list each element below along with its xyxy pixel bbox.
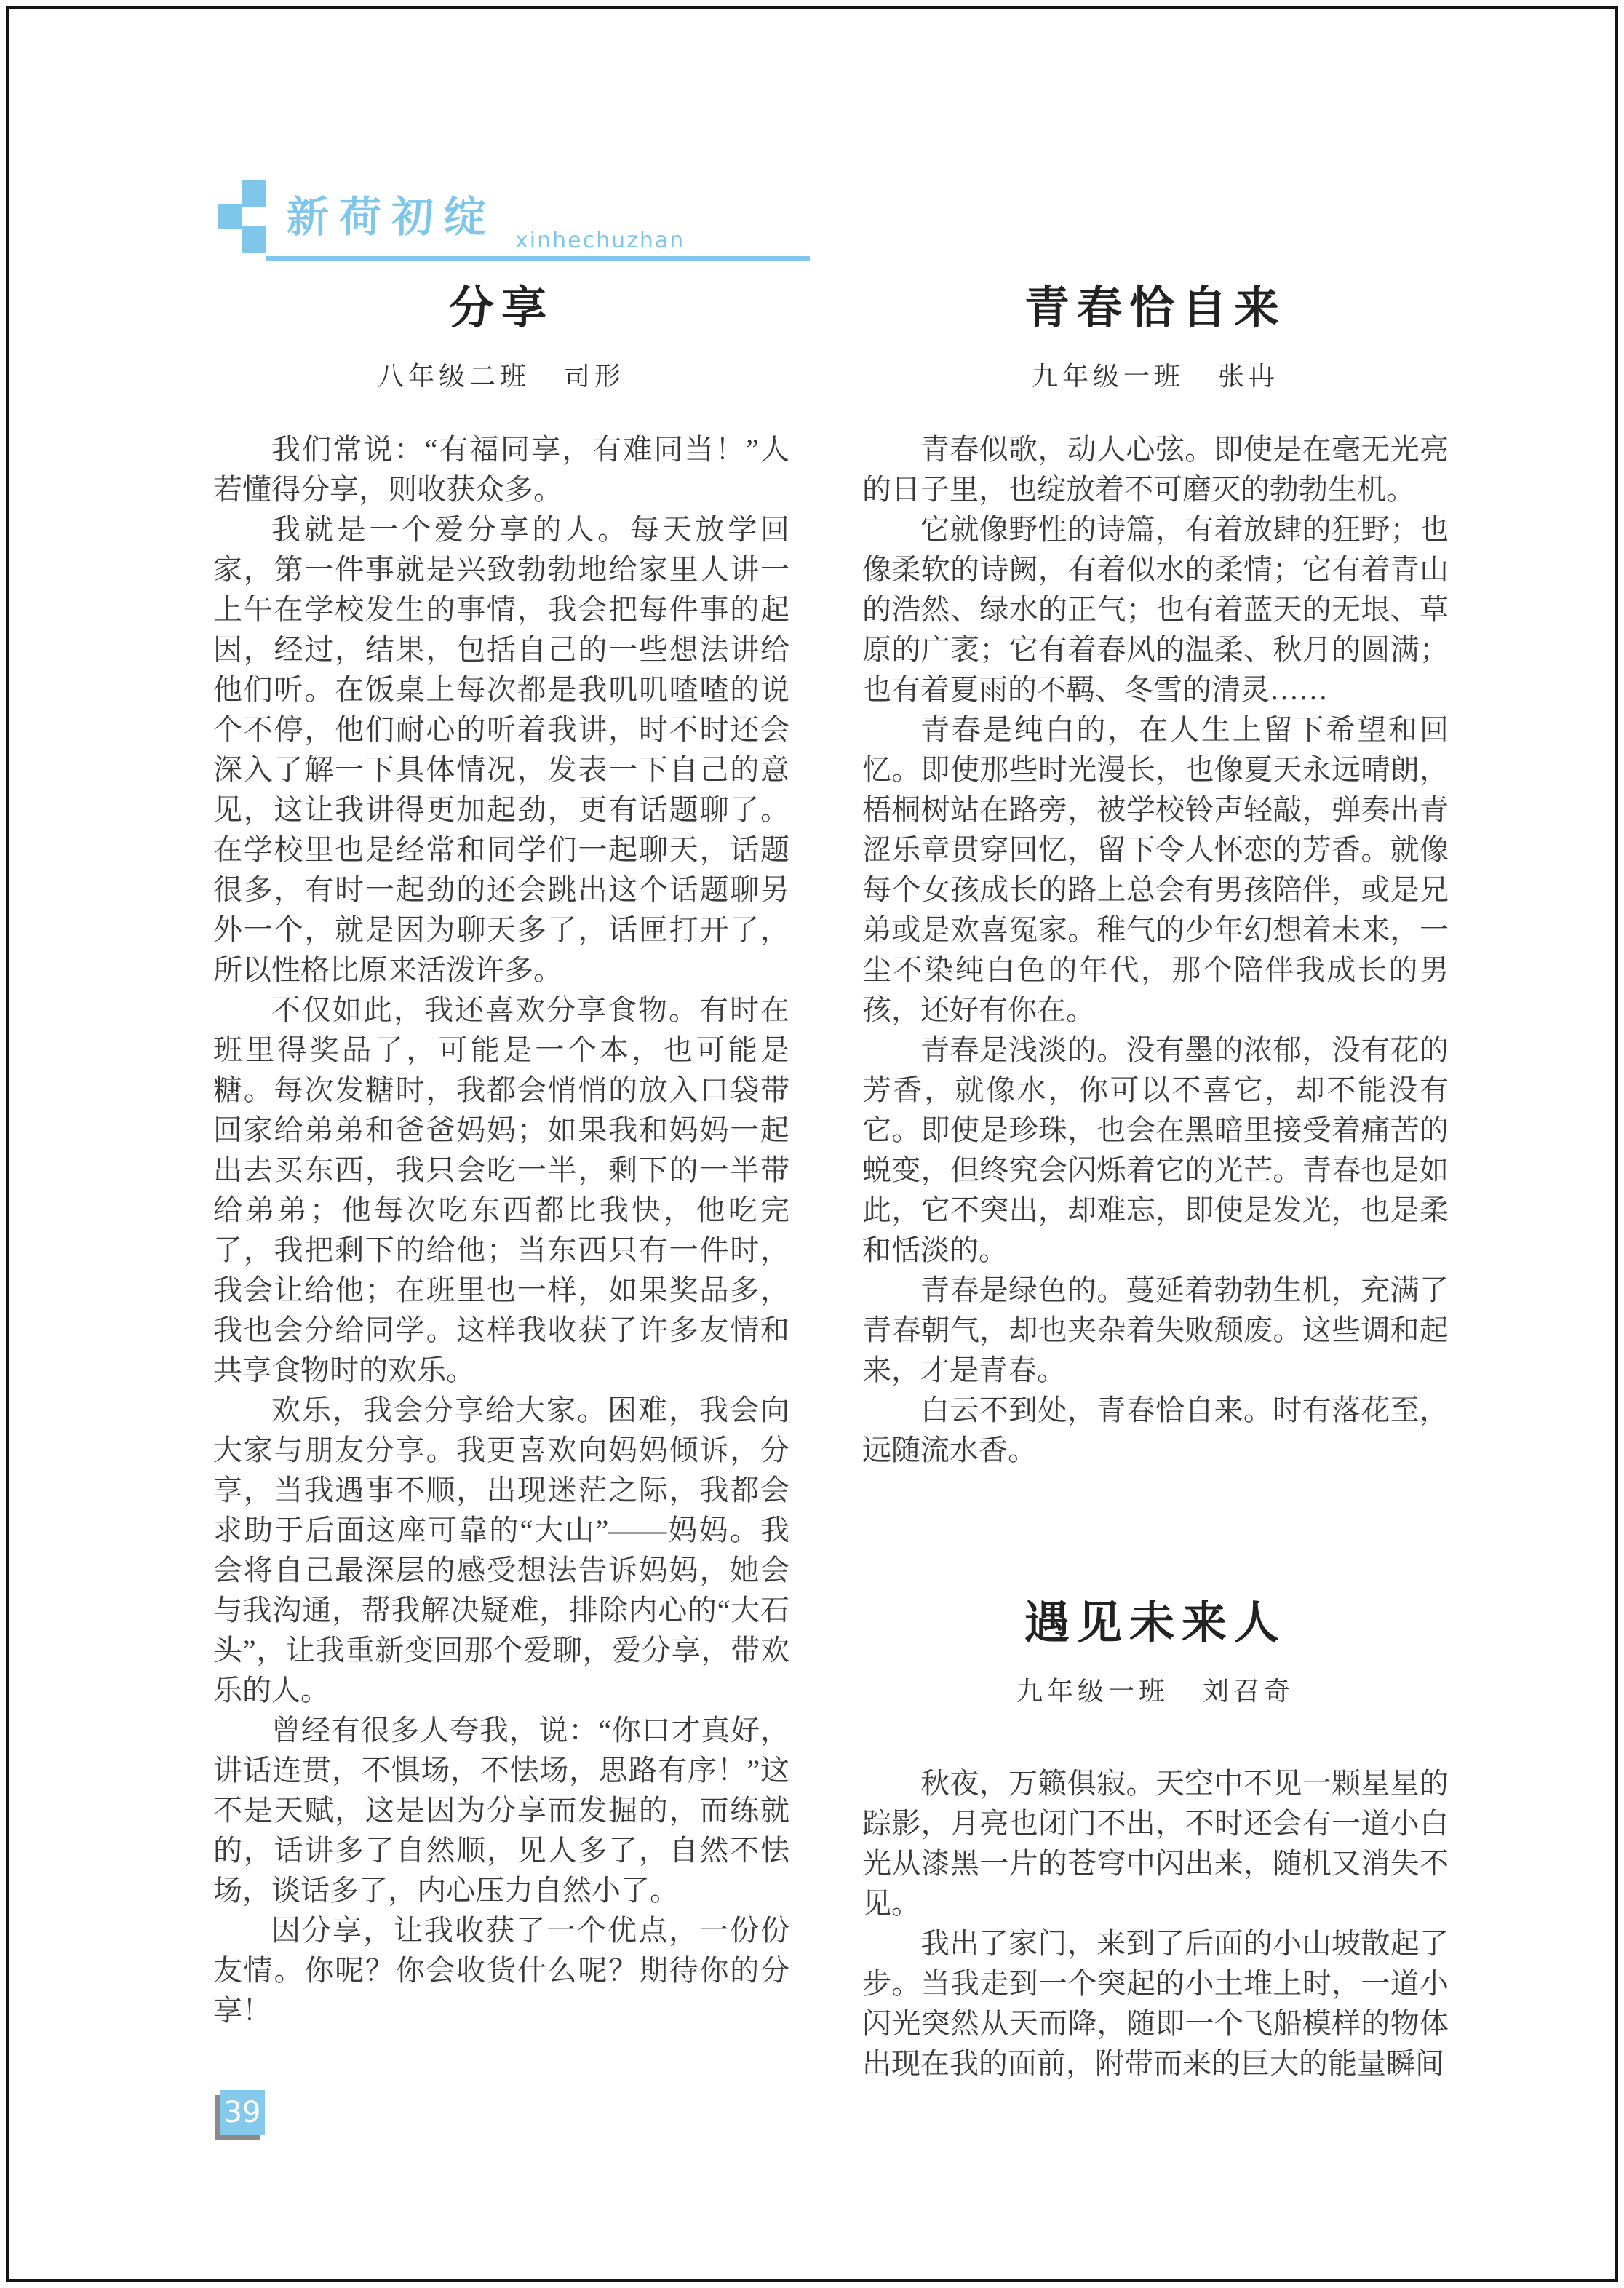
- paragraph: 它就像野性的诗篇，有着放肆的狂野；也像柔软的诗阙，有着似水的柔情；它有着青山的浩然、绿水的正气；也有着蓝天的无垠、草原的广袤；它有着春风的温柔、秋月的圆满；也有着夏雨的不羁、冬雪的清灵……: [862, 513, 1449, 706]
- logo-square: [242, 180, 266, 207]
- byline-grade: 九年级一班: [1031, 362, 1185, 391]
- paragraph: 青春是纯白的，在人生上留下希望和回忆。即使那些时光漫长，也像夏天永远晴朗，梧桐树站在路旁，被学校铃声轻敲，弹奏出青涩乐章贯穿回忆，留下令人怀恋的芳香。就像每个女孩成长的路上总会有男孩陪伴，或是兄弟或是欢喜冤家。稚气的少年幻想着未来，一尘不染纯白色的年代，那个陪伴我成长的男孩，还好有你在。: [862, 713, 1449, 1026]
- paragraph: 青春似歌，动人心弦。即使是在毫无光亮的日子里，也绽放着不可磨灭的勃勃生机。: [862, 433, 1449, 506]
- article-title: 遇见未来人: [1024, 1599, 1286, 1648]
- brand-pinyin: xinhechuzhan: [515, 228, 685, 253]
- brand-logo-icon: [218, 180, 268, 253]
- paragraph: 青春是浅淡的。没有墨的浓郁，没有花的芳香，就像水，你可以不喜它，却不能没有它。即使是珍珠，也会在黑暗里接受着痛苦的蜕变，但终究会闪烁着它的光芒。青春也是如此，它不突出，却难忘，即使是发光，也是柔和恬淡的。: [862, 1033, 1449, 1266]
- page-number-badge: 39: [220, 2090, 265, 2135]
- paragraph: 欢乐，我会分享给大家。困难，我会向大家与朋友分享。我更喜欢向妈妈倾诉，分享，当我遇事不顺，出现迷茫之际，我都会求助于后面这座可靠的“大山”——妈妈。我会将自己最深层的感受想法告诉妈妈，她会与我沟通，帮我解决疑难，排除内心的“大石头”，让我重新变回那个爱聊，爱分享，带欢乐的人。: [213, 1394, 789, 1707]
- article-title: 分享: [448, 284, 554, 333]
- paragraph: 我出了家门，来到了后面的小山坡散起了步。当我走到一个突起的小土堆上时，一道小闪光突然从天而降，随即一个飞船模样的物体出现在我的面前，附带而来的巨大的能量瞬间: [862, 1927, 1449, 2080]
- byline-author: 张冉: [1218, 362, 1280, 391]
- logo-square: [242, 226, 266, 253]
- paragraph: 我们常说：“有福同享，有难同当！”人若懂得分享，则收获众多。: [213, 433, 789, 506]
- byline-author: 司形: [564, 362, 626, 391]
- paragraph: 我就是一个爱分享的人。每天放学回家，第一件事就是兴致勃勃地给家里人讲一上午在学校发生的事情，我会把每件事的起因，经过，结果，包括自己的一些想法讲给他们听。在饭桌上每次都是我叽叽喳喳的说个不停，他们耐心的听着我讲，时不时还会深入了解一下具体情况，发表一下自己的意见，这让我讲得更加起劲，更有话题聊了。在学校里也是经常和同学们一起聊天，话题很多，有时一起劲的还会跳出这个话题聊另外一个，就是因为聊天多了，话匣打开了，所以性格比原来活泼许多。: [213, 513, 789, 986]
- byline-grade: 九年级一班: [1016, 1677, 1169, 1706]
- paragraph: 不仅如此，我还喜欢分享食物。有时在班里得奖品了，可能是一个本，也可能是糖。每次发糖时，我都会悄悄的放入口袋带回家给弟弟和爸爸妈妈；如果我和妈妈一起出去买东西，我只会吃一半，剩下的一半带给弟弟；他每次吃东西都比我快，他吃完了，我把剩下的给他；当东西只有一件时，我会让给他；在班里也一样，如果奖品多，我也会分给同学。这样我收获了许多友情和共享食物时的欢乐。: [213, 993, 789, 1386]
- article-body: [213, 429, 789, 2030]
- byline-author: 刘召奇: [1203, 1677, 1295, 1706]
- article-byline: [213, 360, 789, 393]
- paragraph: 青春是绿色的。蔓延着勃勃生机，充满了青春朝气，却也夹杂着失败颓废。这些调和起来，才是青春。: [862, 1274, 1449, 1386]
- paragraph: 秋夜，万籁俱寂。天空中不见一颗星星的踪影，月亮也闭门不出，不时还会有一道小白光从漆黑一片的苍穹中闪出来，随机又消失不见。: [862, 1767, 1449, 1920]
- article-body: [862, 429, 1449, 1470]
- page-header: [218, 178, 685, 256]
- paragraph: 白云不到处，青春恰自来。时有落花至，远随流水香。: [862, 1394, 1449, 1466]
- article-byline: [862, 1675, 1449, 1708]
- article-fenxiang: [213, 282, 789, 2030]
- paragraph: 因分享，让我收获了一个优点，一份份友情。你呢？你会收货什么呢？期待你的分享！: [213, 1914, 789, 2027]
- header-rule: [266, 256, 810, 261]
- byline-grade: 八年级二班: [377, 362, 530, 391]
- article-title: 青春恰自来: [1024, 284, 1286, 333]
- article-qingchun: [862, 282, 1449, 1470]
- logo-square: [218, 204, 242, 229]
- article-body: [862, 1763, 1449, 2084]
- brand-title: 新荷初绽: [287, 192, 497, 242]
- article-yujian: [862, 1597, 1449, 2084]
- paragraph: 曾经有很多人夸我，说：“你口才真好，讲话连贯，不惧场，不怯场，思路有序！”这不是天赋，这是因为分享而发掘的，而练就的，话讲多了自然顺，见人多了，自然不怯场，谈话多了，内心压力自然小了。: [213, 1714, 789, 1907]
- article-byline: [862, 360, 1449, 393]
